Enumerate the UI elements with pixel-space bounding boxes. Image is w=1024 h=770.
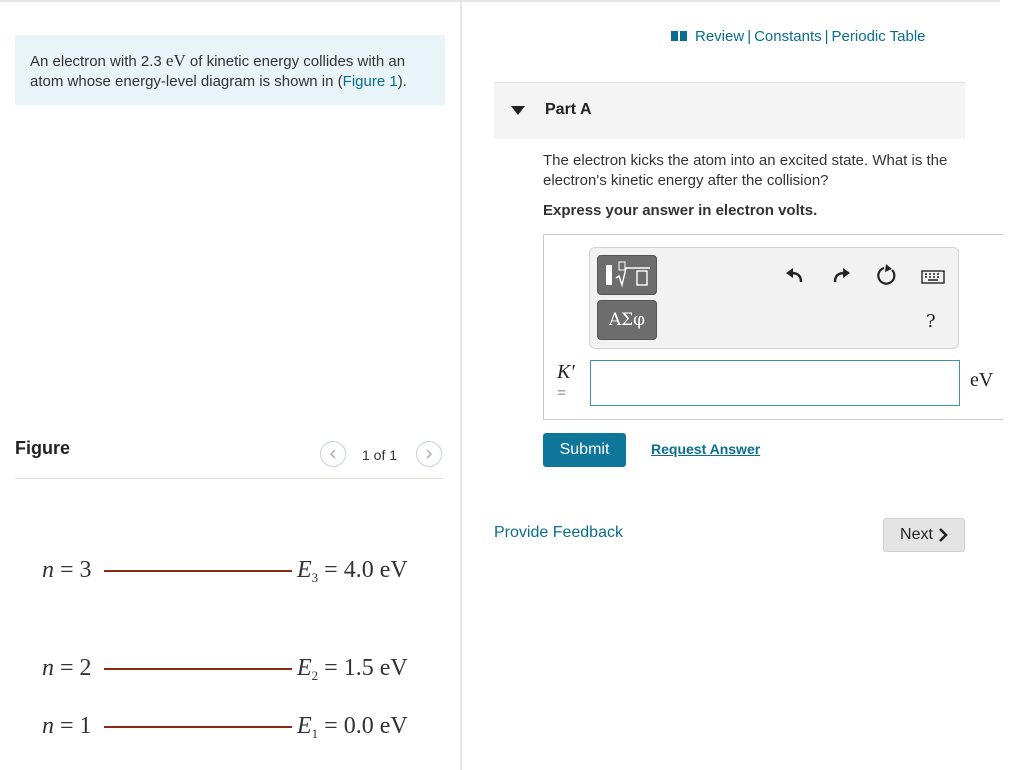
answer-instruction: Express your answer in electron volts. [543,202,818,219]
problem-text-middle: of kinetic energy collides with an atom whose energy-level diagram is shown in ( [30,53,406,90]
review-link[interactable]: Review [695,28,745,45]
templates-button[interactable] [597,255,657,295]
answer-unit: eV [970,369,994,391]
level-n2-label: n = 2 [42,655,92,681]
top-border [0,0,1000,2]
level-e1-label: $E_1 = 0.0$ eV [297,713,408,741]
chevron-right-icon [423,448,435,460]
answer-input[interactable] [590,360,960,406]
submit-button[interactable]: Submit [543,433,626,467]
level-n1-label: n = 1 [42,713,92,739]
undo-icon[interactable] [784,264,806,286]
figure-heading: Figure [15,438,71,458]
provide-feedback-link[interactable]: Provide Feedback [494,524,623,541]
question-text: The electron kicks the atom into an excited state. What is the electron's kinetic energy after the collision? [543,152,948,189]
request-answer-link[interactable]: Request Answer [651,441,761,457]
panel-divider [460,0,462,770]
next-figure-button[interactable] [416,441,442,467]
chevron-left-icon [327,448,339,460]
problem-text-start: An electron with 2.3 [30,53,166,70]
part-title: Part A [545,101,592,118]
level-n3-label: n = 3 [42,557,92,583]
periodic-table-link[interactable]: Periodic Table [831,28,926,45]
previous-figure-button[interactable] [320,441,346,467]
problem-text-end: ). [397,73,407,90]
constants-link[interactable]: Constants [754,28,822,45]
chevron-right-icon [938,528,948,542]
figure-divider [15,478,443,479]
next-button[interactable] [883,518,965,552]
level-n2-line [104,668,292,670]
answer-variable: K′ [557,361,575,383]
resource-links [671,28,926,46]
reset-icon[interactable] [876,264,898,286]
figure-link[interactable]: Figure 1 [342,73,398,90]
link-separator: | [824,28,829,45]
level-n1-line [104,726,292,728]
redo-icon[interactable] [830,264,852,286]
link-separator: | [747,28,752,45]
answer-equals: = [557,385,567,402]
collapse-triangle-icon[interactable] [511,106,525,115]
templates-icon [598,256,656,294]
problem-unit: eV [165,51,186,70]
figure-pager: 1 of 1 [362,447,398,463]
greek-symbols-button[interactable]: ΑΣφ [597,300,657,340]
level-e2-label: $E_2 = 1.5$ eV [297,655,408,683]
problem-statement [30,51,440,92]
book-icon [671,29,687,46]
help-button[interactable]: ? [926,311,936,332]
next-button-label: Next [900,526,933,543]
level-e3-label: $E_3 = 4.0$ eV [297,557,408,585]
keyboard-icon[interactable] [920,266,946,288]
level-n3-line [104,570,292,572]
